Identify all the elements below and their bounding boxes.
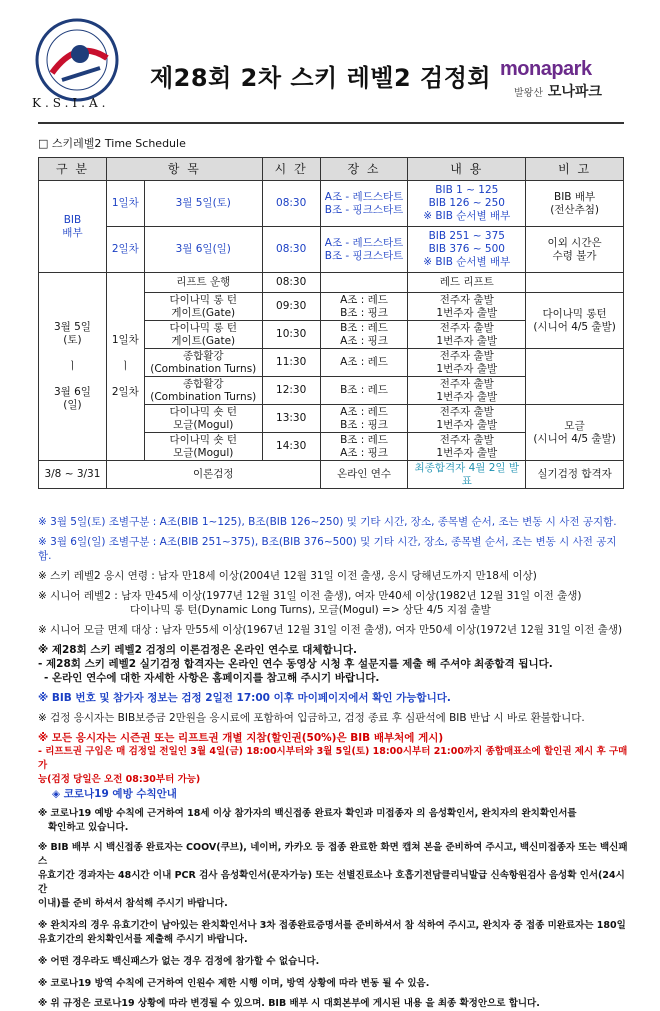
bib-day1-content: BIB 1 ~ 125 BIB 126 ~ 250 ※ BIB 순서별 배부 — [408, 181, 526, 227]
note-line: ※ 완치자의 경우 유효기간이 남아있는 완치확인서나 3차 접종완료증명서를 준비하셔서 참 석하여 주시고, 완치자 중 접종 미완료자는 180일 — [38, 920, 626, 931]
note-line: ※ 3월 6일(일) 조별구분 : A조(BIB 251~375), B조(BIB 376~500) 및 기타 시간, 장소, 종목별 순서, 조는 변동 시 사전 공지함. — [38, 536, 617, 562]
bib-day1-place: A조 - 레드스타트 B조 - 핑크스타트 — [320, 181, 408, 227]
note-line: ※ 코로나19 예방 수칙에 근거하여 18세 이상 참가자의 백신접종 완료자 확인과 미접종자 의 음성확인서, 완치자의 완치확인서를 — [38, 808, 577, 819]
row-time: 11:30 — [262, 349, 320, 377]
row-place: A조 : 레드 B조 : 핑크 — [320, 405, 408, 433]
col-header: 항 목 — [106, 158, 262, 181]
theory-note: 실기검정 합격자 — [526, 461, 624, 489]
note-line: ※ 시니어 모글 면제 대상 : 남자 만55세 이상(1967년 12월 31일 이전 출생), 여자 만50세 이상(1972년 12월 31일 이전 출생) — [38, 624, 623, 636]
section-title: □ 스키레벨2 Time Schedule — [38, 137, 186, 150]
note-line: ※ 제28회 스키 레벨2 검정의 이론검정은 온라인 연수로 대체합니다. — [38, 644, 357, 656]
row-content: 레드 리프트 — [408, 273, 526, 293]
page-title: 제28회 2차 스키 레벨2 검정회 — [150, 64, 492, 92]
note-line: ◈ 코로나19 예방 수칙안내 — [52, 788, 177, 800]
dates-label: 3월 5일 (토) ㅣ 3월 6일 (일) — [39, 273, 107, 461]
row-item: 리프트 운행 — [144, 273, 262, 293]
note-longturn: 다이나믹 롱턴 (시니어 4/5 출발) — [526, 293, 624, 349]
bib-day2-note: 이외 시간은 수령 불가 — [526, 227, 624, 273]
note-line: 유효기간의 완치확인서를 제출해 주시기 바랍니다. — [38, 934, 248, 945]
bib-day2-time: 08:30 — [262, 227, 320, 273]
note-line: ※ 어떤 경우라도 백신패스가 없는 경우 검정에 참가할 수 없습니다. — [38, 956, 320, 967]
note-line: ※ 코로나19 방역 수칙에 근거하여 인원수 제한 시행 이며, 방역 상황에 따라 변동 될 수 있음. — [38, 978, 430, 989]
row-time: 12:30 — [262, 377, 320, 405]
row-place — [320, 273, 408, 293]
bib-label: BIB 배부 — [39, 181, 107, 273]
schedule-table — [38, 157, 624, 489]
note-line: 다이나믹 롱 턴(Dynamic Long Turns), 모글(Mogul) => 상단 4/5 지점 출발 — [130, 604, 491, 616]
row-content: 전주자 출발 1번주자 출발 — [408, 349, 526, 377]
row-item: 종합활강 (Combination Turns) — [144, 377, 262, 405]
note-line: 능(검정 당일은 오전 08:30부터 가능) — [38, 774, 201, 785]
row-content: 전주자 출발 1번주자 출발 — [408, 321, 526, 349]
row-note-empty — [526, 273, 624, 293]
row-content: 전주자 출발 1번주자 출발 — [408, 405, 526, 433]
note-line: - 제28회 스키 레벨2 실기검정 합격자는 온라인 연수 동영상 시청 후 설문지를 제출 해 주셔야 최종합격 됩니다. — [38, 658, 553, 670]
col-header: 장 소 — [320, 158, 408, 181]
theory-content: 최종합격자 4월 2일 발 표 — [408, 461, 526, 489]
bib-day2-content: BIB 251 ~ 375 BIB 376 ~ 500 ※ BIB 순서별 배부 — [408, 227, 526, 273]
theory-item: 이론검정 — [106, 461, 320, 489]
bib-day2-date: 3월 6일(일) — [144, 227, 262, 273]
brand-sub-small: 발왕산 — [514, 88, 543, 99]
theory-place: 온라인 연수 — [320, 461, 408, 489]
header-rule — [38, 122, 624, 124]
row-item: 다이나믹 롱 턴 게이트(Gate) — [144, 321, 262, 349]
bib-day1-date: 3월 5일(토) — [144, 181, 262, 227]
bib-day1-time: 08:30 — [262, 181, 320, 227]
note-line: 유효기간 경과자는 48시간 이내 PCR 검사 음성확인서(문자가능) 또는 선별진료소나 호흡기전담클리닉발급 신속항원검사 음성확 인서(24시간 — [38, 870, 625, 895]
row-item: 다이나믹 롱 턴 게이트(Gate) — [144, 293, 262, 321]
note-line: ※ 3월 5일(토) 조별구분 : A조(BIB 1~125), B조(BIB 126~250) 및 기타 시간, 장소, 종목별 순서, 조는 변동 시 사전 공지함. — [38, 516, 617, 528]
days-label: 1일차 ㅣ 2일차 — [106, 273, 144, 461]
row-item: 다이나믹 숏 턴 모글(Mogul) — [144, 433, 262, 461]
note-line: - 리프트권 구입은 매 검정일 전일인 3월 4일(금) 18:00시부터와 3월 5일(토) 18:00시부터 21:00까지 종합매표소에 할인권 제시 후 구매가 — [38, 746, 628, 771]
note-mogul: 모글 (시니어 4/5 출발) — [526, 405, 624, 461]
row-time: 09:30 — [262, 293, 320, 321]
note-line: ※ 모든 응시자는 시즌권 또는 리프트권 개별 지참(할인권(50%)은 BIB 배부처에 게시) — [38, 732, 444, 744]
row-content: 전주자 출발 1번주자 출발 — [408, 433, 526, 461]
col-header: 내 용 — [408, 158, 526, 181]
monapark-logo — [500, 58, 640, 106]
note-line: 이내)를 준비 하셔서 참석해 주시기 바랍니다. — [38, 898, 228, 909]
col-header: 구 분 — [39, 158, 107, 181]
notes — [38, 515, 628, 1011]
note-line: 확인하고 있습니다. — [48, 822, 129, 833]
note-line: - 온라인 연수에 대한 자세한 사항은 홈페이지를 참고해 주시기 바랍니다. — [44, 672, 380, 684]
row-content: 전주자 출발 1번주자 출발 — [408, 293, 526, 321]
brand-sub: 모나파크 — [547, 84, 602, 100]
row-place: B조 : 레드 A조 : 핑크 — [320, 433, 408, 461]
row-place: B조 : 레드 A조 : 핑크 — [320, 321, 408, 349]
row-place: A조 : 레드 B조 : 핑크 — [320, 293, 408, 321]
row-item: 다이나믹 숏 턴 모글(Mogul) — [144, 405, 262, 433]
col-header: 비 고 — [526, 158, 624, 181]
note-line: ※ BIB 배부 시 백신접종 완료자는 COOV(쿠브), 네이버, 카카오 등 접종 완료한 화면 캡쳐 본을 준비하여 주시고, 백신미접종자 또는 백신패스 — [38, 842, 628, 867]
row-time: 10:30 — [262, 321, 320, 349]
theory-period: 3/8 ~ 3/31 — [39, 461, 107, 489]
note-line: ※ 검정 응시자는 BIB보증금 2만원을 응시료에 포함하여 입금하고, 검정 종료 후 심판석에 BIB 반납 시 바로 환불합니다. — [38, 712, 585, 724]
bib-day2: 2일차 — [106, 227, 144, 273]
row-content: 전주자 출발 1번주자 출발 — [408, 377, 526, 405]
note-line: ※ BIB 번호 및 참가자 정보는 검정 2일전 17:00 이후 마이페이지에서 확인 가능합니다. — [38, 692, 451, 704]
row-place: A조 : 레드 — [320, 349, 408, 377]
row-time: 13:30 — [262, 405, 320, 433]
brand-name: monapark — [500, 58, 592, 80]
bib-day1: 1일차 — [106, 181, 144, 227]
row-time: 14:30 — [262, 433, 320, 461]
note-line: ※ 위 규정은 코로나19 상황에 따라 변경될 수 있으며. BIB 배부 시 대회본부에 게시된 내용 을 최종 확정안으로 합니다. — [38, 998, 540, 1009]
note-line: ※ 시니어 레벨2 : 남자 만45세 이상(1977년 12월 31일 이전 출생), 여자 만40세 이상(1982년 12월 31일 이전 출생) — [38, 590, 582, 602]
row-place: B조 : 레드 — [320, 377, 408, 405]
row-time: 08:30 — [262, 273, 320, 293]
note-line: ※ 스키 레벨2 응시 연령 : 남자 만18세 이상(2004년 12월 31일 이전 출생, 응시 당해년도까지 만18세 이상) — [38, 570, 537, 582]
org-name: K.S.I.A. — [32, 96, 110, 110]
bib-day2-place: A조 - 레드스타트 B조 - 핑크스타트 — [320, 227, 408, 273]
row-item: 종합활강 (Combination Turns) — [144, 349, 262, 377]
col-header: 시 간 — [262, 158, 320, 181]
bib-day1-note: BIB 배부 (전산추첨) — [526, 181, 624, 227]
row-note-empty — [526, 349, 624, 405]
